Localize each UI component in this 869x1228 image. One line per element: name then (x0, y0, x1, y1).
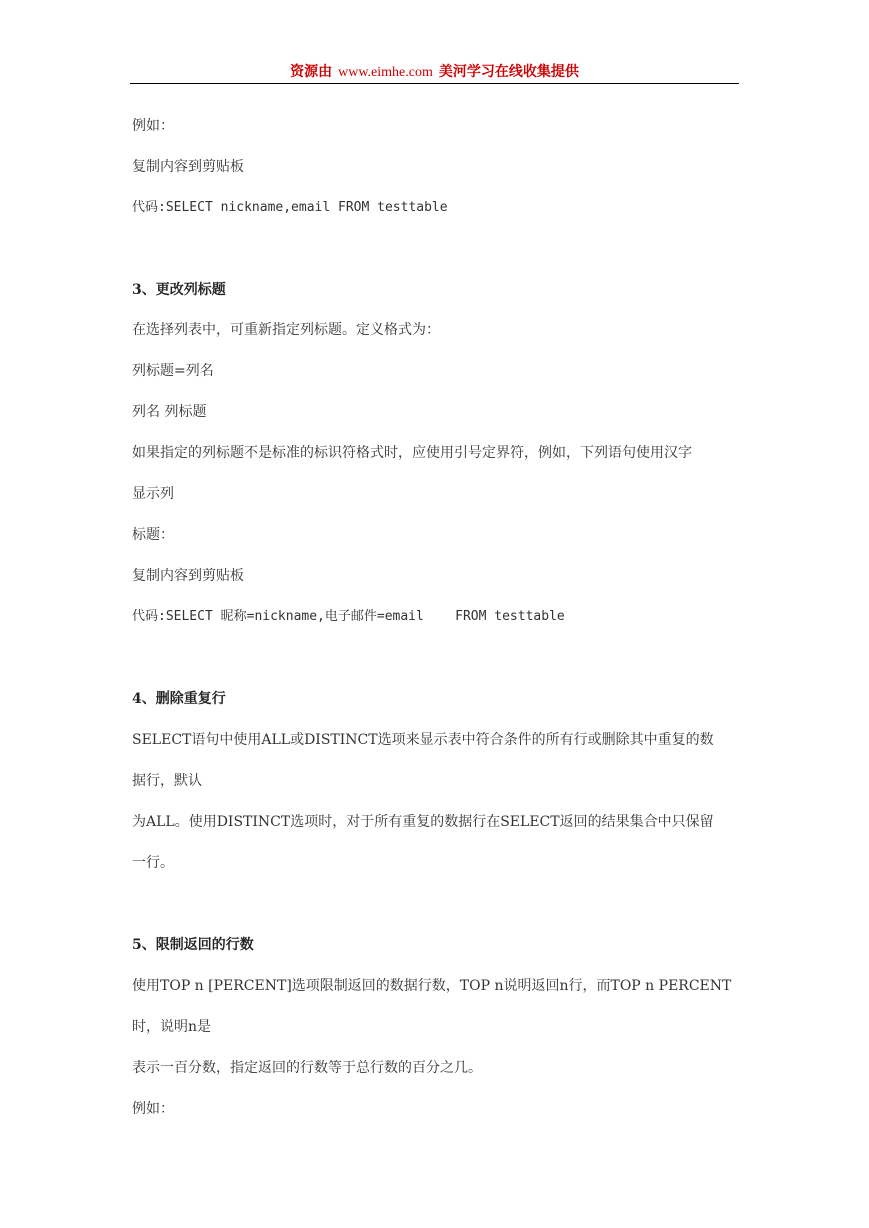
text-line: SELECT语句中使用ALL或DISTINCT选项来显示表中符合条件的所有行或删除其中重复的数 (132, 732, 714, 748)
text-line: 一行。 (132, 855, 174, 871)
text-line: 为ALL。使用DISTINCT选项时，对于所有重复的数据行在SELECT返回的结果集合中只保留 (132, 814, 714, 830)
code-line: 代码:SELECT 昵称=nickname,电子邮件=email FROM testtable (132, 609, 565, 624)
text-line: 列名 列标题 (132, 404, 207, 420)
text-line: 使用TOP n [PERCENT]选项限制返回的数据行数，TOP n说明返回n行，而TOP n PERCENT (132, 978, 732, 994)
text-line: 表示一百分数，指定返回的行数等于总行数的百分之几。 (132, 1060, 482, 1076)
header-suffix: 美河学习在线收集提供 (438, 64, 579, 80)
copy-to-clipboard-link[interactable]: 复制内容到剪贴板 (132, 568, 244, 584)
text-line: 时，说明n是 (132, 1019, 212, 1035)
header-prefix: 资源由 (290, 64, 333, 80)
code-line: 代码:SELECT nickname,email FROM testtable (132, 200, 448, 215)
section-heading-remove-duplicates: 4、删除重复行 (132, 691, 226, 707)
text-line-example: 例如： (132, 118, 174, 134)
text-line: 列标题=列名 (132, 363, 214, 379)
copy-to-clipboard-link[interactable]: 复制内容到剪贴板 (132, 159, 244, 175)
text-line: 据行，默认 (132, 773, 202, 789)
section-heading-rename-columns: 3、更改列标题 (132, 282, 226, 298)
text-line: 在选择列表中，可重新指定列标题。定义格式为： (132, 322, 440, 338)
header-site-link[interactable]: www.eimhe.com (338, 65, 433, 80)
text-line-example: 例如： (132, 1101, 174, 1117)
text-line: 标题： (132, 527, 174, 543)
page-header (130, 62, 739, 84)
section-heading-limit-rows: 5、限制返回的行数 (132, 937, 254, 953)
text-line: 显示列 (132, 486, 174, 502)
text-line: 如果指定的列标题不是标准的标识符格式时，应使用引号定界符，例如，下列语句使用汉字 (132, 445, 692, 461)
